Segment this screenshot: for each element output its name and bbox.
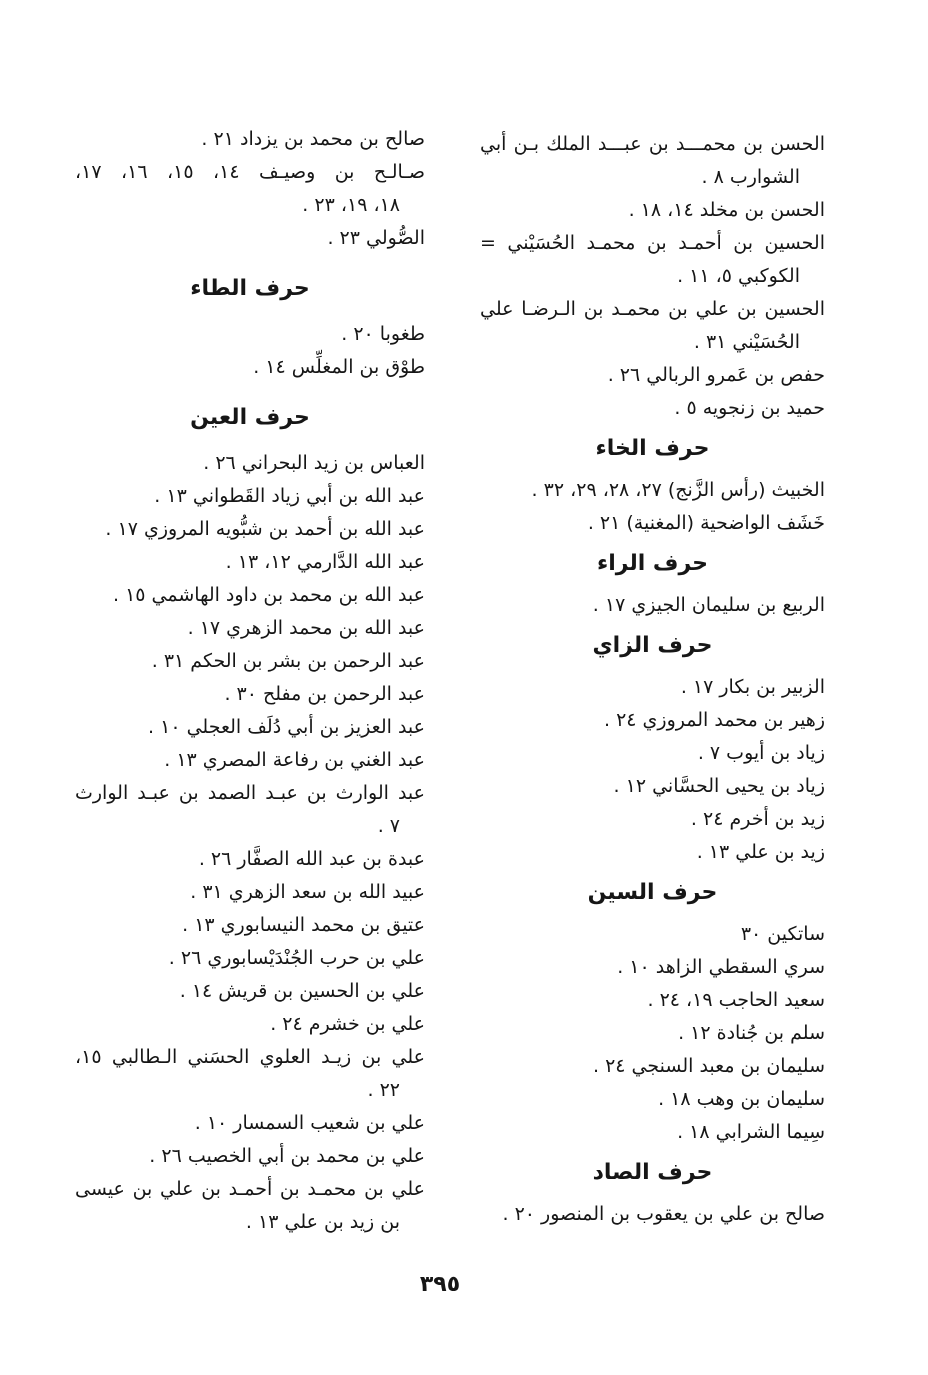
index-entry-line: عبد الله بن محمد الزهري ١٧ . <box>187 617 425 639</box>
index-entry-line: علي بن محمد بن أبي الخصيب ٢٦ . <box>149 1145 425 1167</box>
index-entry-line: عبد الوارث بن عبـد الصمد بن عبـد الوارث <box>75 782 425 804</box>
section-heading: حرف الطاء <box>190 276 310 301</box>
index-entry-line: الخبيث (رأس الزَّنج) ٢٧، ٢٨، ٢٩، ٣٢ . <box>531 479 825 501</box>
index-entry-line: الحسن بن محمـــد بن عبـــد الملك بـن أبي <box>480 133 825 155</box>
index-entry-line: علي بن زيـد العلوي الحسَني الـطالبي ١٥، <box>75 1046 425 1068</box>
index-entry-line: سري السقطي الزاهد ١٠ . <box>617 956 825 978</box>
index-entry-continuation: ٧ . <box>377 815 400 837</box>
index-entry-continuation: الكوكبي ٥، ١١ . <box>677 265 800 287</box>
section-heading: حرف العين <box>190 405 310 430</box>
index-entry-line: علي بن حرب الجُنْدَيْسابوري ٢٦ . <box>168 947 425 969</box>
index-entry-line: علي بن خشرم ٢٤ . <box>270 1013 425 1035</box>
index-entry-line: الزبير بن بكار ١٧ . <box>680 676 825 698</box>
index-entry-line: الحسين بن أحمـد بن محمـد الحُسَيْني = <box>480 232 825 254</box>
index-entry-line: علي بن الحسين بن قريش ١٤ . <box>179 980 425 1002</box>
index-entry-line: زهير بن محمد المروزي ٢٤ . <box>604 709 825 731</box>
index-entry-line: الحسين بن علي بن محمـد بن الـرضـا علي <box>480 298 825 320</box>
index-entry-line: سعيد الحاجب ١٩، ٢٤ . <box>647 989 825 1011</box>
index-entry-line: عبد الله بن محمد بن داود الهاشمي ١٥ . <box>112 584 425 606</box>
section-heading: حرف الراء <box>596 551 709 576</box>
index-entry-line: صـالـح بن وصيـف ١٤، ١٥، ١٦، ١٧، <box>74 161 425 183</box>
index-entry-line: الحسن بن مخلد ١٤، ١٨ . <box>628 199 825 221</box>
index-entry-line: عبد الغني بن رفاعة المصري ١٣ . <box>164 749 425 771</box>
index-entry-continuation: ٢٢ . <box>367 1079 400 1101</box>
section-heading: حرف الصاد <box>592 1160 713 1185</box>
index-entry-line: سليمان بن وهب ١٨ . <box>658 1088 825 1110</box>
index-entry-line: طغوبا ٢٠ . <box>341 323 425 345</box>
index-entry-line: الربيع بن سليمان الجيزي ١٧ . <box>592 594 825 616</box>
index-entry-line: زياد بن يحيى الحسَّاني ١٢ . <box>613 775 825 797</box>
index-entry-line: عبيد الله بن سعد الزهري ٣١ . <box>190 881 425 903</box>
index-entry-line: علي بن شعيب السمسار ١٠ . <box>194 1112 425 1134</box>
index-entry-line: حفص بن عَمرو الربالي ٢٦ . <box>607 364 825 386</box>
index-entry-line: عبدة بن عبد الله الصفَّار ٢٦ . <box>198 848 425 870</box>
index-entry-line: سليمان بن معبد السنجي ٢٤ . <box>593 1055 825 1077</box>
index-entry-continuation: ١٨، ١٩، ٢٣ . <box>302 194 400 216</box>
left-column <box>75 123 425 1239</box>
index-entry-line: طوْق بن المغلِّس ١٤ . <box>253 356 425 378</box>
section-heading: حرف السين <box>587 880 718 905</box>
index-entry-continuation: بن زيد بن علي ١٣ . <box>245 1211 400 1233</box>
page-number: ٣٩٥ <box>419 1272 461 1297</box>
index-entry-line: خَشَف الواضحية (المغنية) ٢١ . <box>587 512 825 534</box>
index-entry-line: سلم بن جُنادة ١٢ . <box>678 1022 825 1044</box>
section-heading: حرف الخاء <box>595 436 710 461</box>
index-entry-line: عبد الرحمن بن بشر بن الحكم ٣١ . <box>151 650 425 672</box>
index-entry-line: عبد الله الدَّارمي ١٢، ١٣ . <box>225 551 425 573</box>
index-entry-line: الصُّولي ٢٣ . <box>327 227 425 249</box>
index-entry-line: عتيق بن محمد النيسابوري ١٣ . <box>182 914 425 936</box>
index-entry-line: ساتكين ٣٠ <box>740 923 825 945</box>
index-entry-line: سِيما الشرابي ١٨ . <box>677 1121 825 1143</box>
index-entry-line: زياد بن أيوب ٧ . <box>697 742 825 764</box>
index-entry-line: صالح بن علي بن يعقوب بن المنصور ٢٠ . <box>502 1203 825 1225</box>
index-entry-line: العباس بن زيد البحراني ٢٦ . <box>203 452 425 474</box>
index-entry-continuation: الشوارب ٨ . <box>701 166 800 188</box>
index-entry-line: علي بن محمـد بن أحمـد بن علي بن عيسى <box>75 1178 425 1200</box>
index-entry-line: عبد الرحمن بن مفلح ٣٠ . <box>224 683 425 705</box>
index-entry-line: زيد بن علي ١٣ . <box>696 841 825 863</box>
index-entry-line: صالح بن محمد بن يزداد ٢١ . <box>201 128 425 150</box>
index-entry-line: زيد بن أخرم ٢٤ . <box>690 808 825 830</box>
section-heading: حرف الزاي <box>592 633 713 658</box>
index-entry-line: عبد الله بن أبي زياد القَطواني ١٣ . <box>154 485 425 507</box>
right-column <box>480 128 825 1231</box>
index-entry-line: حميد بن زنجويه ٥ . <box>674 397 825 419</box>
index-entry-line: عبد العزيز بن أبي دُلَف العجلي ١٠ . <box>148 716 425 738</box>
index-entry-continuation: الحُسَيْني ٣١ . <box>693 331 800 353</box>
index-entry-line: عبد الله بن أحمد بن شبُّويه المروزي ١٧ . <box>105 518 425 540</box>
